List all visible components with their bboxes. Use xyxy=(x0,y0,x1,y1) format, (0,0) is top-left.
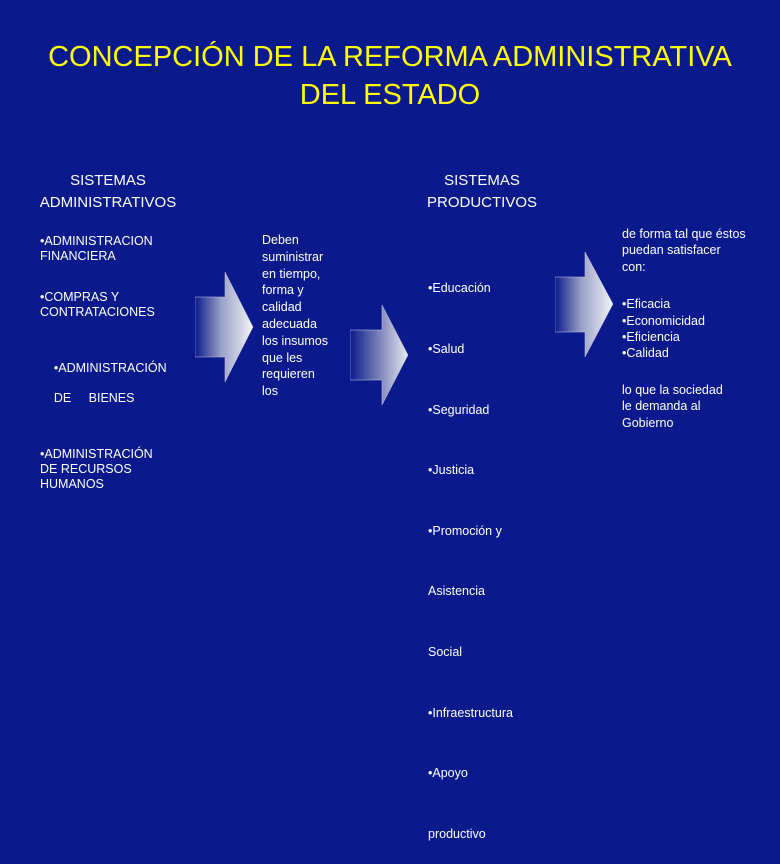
productive-item: •Apoyo xyxy=(428,766,468,781)
productive-header-line-1: SISTEMAS xyxy=(444,172,520,189)
arrow-right-icon xyxy=(350,300,410,410)
page-title xyxy=(0,38,780,114)
arrow-right-icon xyxy=(555,252,615,357)
middle-description: Deben suministrar en tiempo, forma y calidad adecuada los insumos que les requieren los xyxy=(262,233,328,399)
title-line-2: DEL ESTADO xyxy=(299,79,481,111)
productive-item: •Educación xyxy=(428,281,491,296)
productive-item: •Promoción y xyxy=(428,523,502,538)
admin-header-line-1: SISTEMAS xyxy=(70,172,146,189)
productive-item: productivo xyxy=(428,826,486,841)
productive-item: •Justicia xyxy=(428,463,475,478)
productive-item: •Seguridad xyxy=(428,402,490,417)
arrow-right-icon xyxy=(195,272,255,382)
admin-item-finance: •ADMINISTRACION FINANCIERA xyxy=(40,234,153,263)
productive-systems-header xyxy=(392,170,572,214)
admin-systems-header xyxy=(18,170,198,214)
outcome-closing: lo que la sociedad le demanda al Gobierno xyxy=(622,382,723,430)
productive-item: Social xyxy=(428,645,463,660)
title-line-1: CONCEPCIÓN DE LA REFORMA ADMINISTRATIVA xyxy=(48,41,732,73)
admin-item-hr: •ADMINISTRACIÓN DE RECURSOS HUMANOS xyxy=(40,447,153,491)
outcome-criteria: •Eficacia •Economicidad •Eficiencia •Calidad xyxy=(622,297,705,361)
admin-item-assets: •ADMINISTRACIÓN DE BIENES xyxy=(53,361,167,405)
outcome-text xyxy=(622,226,780,431)
admin-item-purchasing: •COMPRAS Y CONTRATACIONES xyxy=(40,290,155,319)
productive-item: •Salud xyxy=(428,342,465,357)
productive-item: •Infraestructura xyxy=(428,705,513,720)
productive-header-line-2: PRODUCTIVOS xyxy=(426,194,537,211)
outcome-intro: de forma tal que éstos puedan satisfacer con: xyxy=(622,227,746,274)
admin-systems-list xyxy=(40,234,220,518)
productive-systems-list xyxy=(428,238,568,864)
admin-header-line-2: ADMINISTRATIVOS xyxy=(39,194,177,211)
productive-item: Asistencia xyxy=(428,584,485,599)
